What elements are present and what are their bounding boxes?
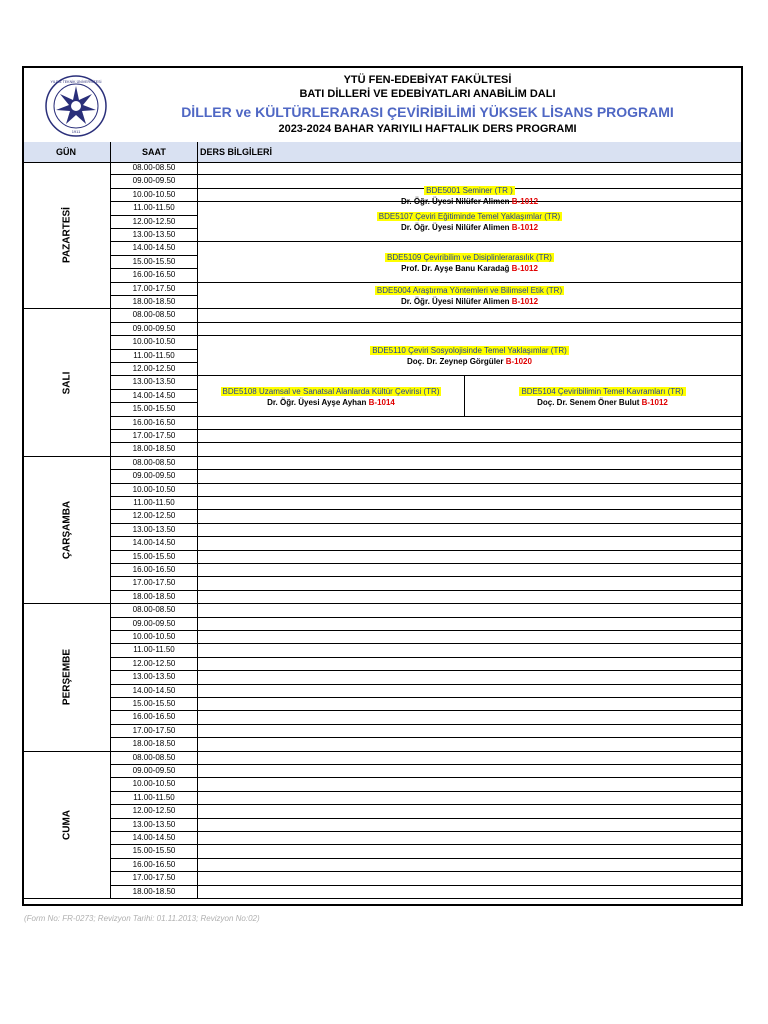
course-title: BDE5108 Uzamsal ve Sanatsal Alanlarda Kültür Çevirisi (TR) (222, 386, 440, 396)
course-instructor: Doç. Dr. Zeynep Görgüler (407, 357, 504, 367)
time-slot: 10.00-10.50 (111, 484, 197, 497)
time-slot: 18.00-18.50 (111, 738, 197, 751)
time-slot: 18.00-18.50 (111, 296, 197, 309)
course-title: BDE5110 Çeviri Sosyolojisinde Temel Yaklaşımlar (TR) (372, 346, 567, 356)
time-slot: 11.00-11.50 (111, 497, 197, 510)
time-slot: 08.00-08.50 (111, 457, 197, 470)
time-slot: 09.00-09.50 (111, 618, 197, 631)
time-slot: 13.00-13.50 (111, 671, 197, 684)
time-slot: 11.00-11.50 (111, 202, 197, 215)
course-room: B-1020 (505, 357, 532, 367)
time-slot: 15.00-15.50 (111, 551, 197, 564)
info-cell (198, 537, 741, 550)
day-label: SALI (61, 371, 73, 394)
info-cell (198, 671, 741, 684)
time-column-header: SAAT (142, 147, 166, 157)
course-room: B-1014 (368, 397, 395, 407)
time-slot: 10.00-10.50 (111, 189, 197, 202)
day-cell (24, 457, 110, 604)
course-title: BDE5001 Seminer (TR ) (426, 185, 513, 195)
column-header-row (24, 142, 741, 163)
document-header (24, 68, 741, 143)
time-slot: 12.00-12.50 (111, 216, 197, 229)
info-cell (198, 591, 741, 604)
time-slot: 16.00-16.50 (111, 417, 197, 430)
info-cell (198, 631, 741, 644)
time-slot: 12.00-12.50 (111, 510, 197, 523)
info-cell (198, 618, 741, 631)
info-cell (198, 685, 741, 698)
course-title: BDE5104 Çeviribilimin Temel Kavramları (TR) (521, 386, 684, 396)
info-cell (198, 886, 741, 899)
day-cell (24, 604, 110, 751)
faculty-title: YTÜ FEN-EDEBİYAT FAKÜLTESİ (343, 74, 512, 86)
info-cell (198, 497, 741, 510)
time-slot: 09.00-09.50 (111, 323, 197, 336)
time-slot: 13.00-13.50 (111, 376, 197, 389)
info-cell (198, 524, 741, 537)
time-slot: 14.00-14.50 (111, 685, 197, 698)
info-cell (198, 430, 741, 443)
time-slot: 17.00-17.50 (111, 577, 197, 590)
day-cell (24, 162, 110, 309)
svg-text:YILDIZ TEKNİK ÜNİVERSİTESİ: YILDIZ TEKNİK ÜNİVERSİTESİ (50, 80, 102, 84)
time-slot: 14.00-14.50 (111, 242, 197, 255)
time-slot: 15.00-15.50 (111, 698, 197, 711)
course-info (198, 285, 741, 307)
info-cell (198, 551, 741, 564)
time-slot: 18.00-18.50 (111, 886, 197, 899)
department-title: BATI DİLLERİ VE EDEBİYATLARI ANABİLİM DALI (299, 88, 556, 100)
form-footer: (Form No: FR-0273; Revizyon Tarihi: 01.11.2013; Revizyon No:02) (24, 914, 260, 923)
info-cell (198, 698, 741, 711)
time-slot: 17.00-17.50 (111, 725, 197, 738)
time-slot: 18.00-18.50 (111, 591, 197, 604)
day-column-header: GÜN (56, 147, 76, 157)
info-cell (198, 484, 741, 497)
time-slot: 16.00-16.50 (111, 564, 197, 577)
info-cell (198, 872, 741, 885)
info-cell (198, 725, 741, 738)
info-cell (198, 644, 741, 657)
info-cell (198, 859, 741, 872)
time-slot: 13.00-13.50 (111, 819, 197, 832)
time-slot: 17.00-17.50 (111, 872, 197, 885)
course-instructor: Doç. Dr. Senem Öner Bulut (537, 397, 640, 407)
info-cell (198, 752, 741, 765)
info-cell (198, 510, 741, 523)
time-slot: 11.00-11.50 (111, 792, 197, 805)
time-slot: 16.00-16.50 (111, 269, 197, 282)
day-cell (24, 752, 110, 899)
info-cell (198, 805, 741, 818)
time-slot: 09.00-09.50 (111, 175, 197, 188)
info-cell (198, 658, 741, 671)
time-slot: 12.00-12.50 (111, 658, 197, 671)
info-cell (198, 457, 741, 470)
time-slot: 08.00-08.50 (111, 752, 197, 765)
course-info (198, 211, 741, 233)
info-cell (198, 832, 741, 845)
course-info (198, 252, 741, 274)
day-cell (24, 309, 110, 456)
time-slot: 14.00-14.50 (111, 390, 197, 403)
time-slot: 14.00-14.50 (111, 832, 197, 845)
course-title: BDE5107 Çeviri Eğitiminde Temel Yaklaşımlar (TR) (378, 212, 561, 222)
course-room: B-1012 (511, 297, 539, 306)
info-column-header: DERS BİLGİLERİ (200, 147, 273, 157)
course-room: B-1012 (511, 196, 539, 206)
info-cell (198, 778, 741, 791)
time-slot: 15.00-15.50 (111, 845, 197, 858)
time-slot: 15.00-15.50 (111, 403, 197, 416)
time-slot: 09.00-09.50 (111, 765, 197, 778)
info-cell (198, 604, 741, 617)
course-title: BDE5004 Araştırma Yöntemleri ve Bilimsel Etik (TR) (376, 286, 563, 295)
svg-text:1911: 1911 (71, 129, 81, 134)
course-info (198, 386, 464, 408)
time-slot: 11.00-11.50 (111, 644, 197, 657)
course-instructor: Dr. Öğr. Üyesi Nilüfer Alimen (400, 223, 510, 233)
time-slot: 14.00-14.50 (111, 537, 197, 550)
course-room: B-1012 (641, 397, 668, 407)
time-slot: 08.00-08.50 (111, 162, 197, 175)
university-seal-logo (38, 74, 114, 138)
time-slot: 08.00-08.50 (111, 309, 197, 322)
course-instructor: Dr. Öğr. Üyesi Nilüfer Alimen (400, 196, 510, 206)
course-room: B-1012 (511, 223, 539, 233)
info-cell (198, 792, 741, 805)
time-slot: 10.00-10.50 (111, 336, 197, 349)
info-cell (198, 845, 741, 858)
column-divider (197, 142, 198, 899)
info-cell (198, 738, 741, 751)
info-cell (198, 443, 741, 456)
time-slot: 08.00-08.50 (111, 604, 197, 617)
course-info (198, 345, 741, 367)
time-slot: 13.00-13.50 (111, 229, 197, 242)
time-slot: 17.00-17.50 (111, 283, 197, 296)
time-slot: 13.00-13.50 (111, 524, 197, 537)
column-divider (110, 142, 111, 899)
info-cell (198, 564, 741, 577)
info-cell (198, 765, 741, 778)
day-label: PERŞEMBE (61, 649, 73, 706)
info-cell (198, 577, 741, 590)
time-slot: 10.00-10.50 (111, 778, 197, 791)
info-cell (198, 711, 741, 724)
info-cell (198, 323, 741, 336)
time-slot: 16.00-16.50 (111, 859, 197, 872)
time-slot: 16.00-16.50 (111, 711, 197, 724)
info-cell (198, 309, 741, 322)
program-title: DİLLER ve KÜLTÜRLERARASI ÇEVİRİBİLİMİ YÜKSEK LİSANS PROGRAMI (181, 104, 674, 120)
semester-title: 2023-2024 BAHAR YARIYILI HAFTALIK DERS PROGRAMI (278, 123, 577, 135)
info-cell (198, 417, 741, 430)
schedule-sheet (22, 66, 743, 906)
time-slot: 12.00-12.50 (111, 805, 197, 818)
info-cell (198, 162, 741, 175)
day-label: CUMA (61, 809, 73, 840)
info-cell (198, 470, 741, 483)
course-info (464, 386, 741, 408)
time-slot: 17.00-17.50 (111, 430, 197, 443)
time-slot: 18.00-18.50 (111, 443, 197, 456)
day-label: PAZARTESİ (61, 207, 73, 264)
time-slot: 10.00-10.50 (111, 631, 197, 644)
course-title: BDE5109 Çeviribilim ve Disiplinlerarasılık (TR) (387, 252, 552, 262)
course-instructor: Dr. Öğr. Üyesi Ayşe Ayhan (267, 397, 367, 407)
time-slot: 11.00-11.50 (111, 350, 197, 363)
day-label: ÇARŞAMBA (61, 500, 73, 560)
time-slot: 12.00-12.50 (111, 363, 197, 376)
course-instructor: Dr. Öğr. Üyesi Nilüfer Alimen (400, 297, 510, 306)
info-cell (198, 819, 741, 832)
course-room: B-1012 (511, 263, 538, 273)
time-slot: 09.00-09.50 (111, 470, 197, 483)
course-instructor: Prof. Dr. Ayşe Banu Karadağ (401, 263, 510, 273)
time-slot: 15.00-15.50 (111, 256, 197, 269)
